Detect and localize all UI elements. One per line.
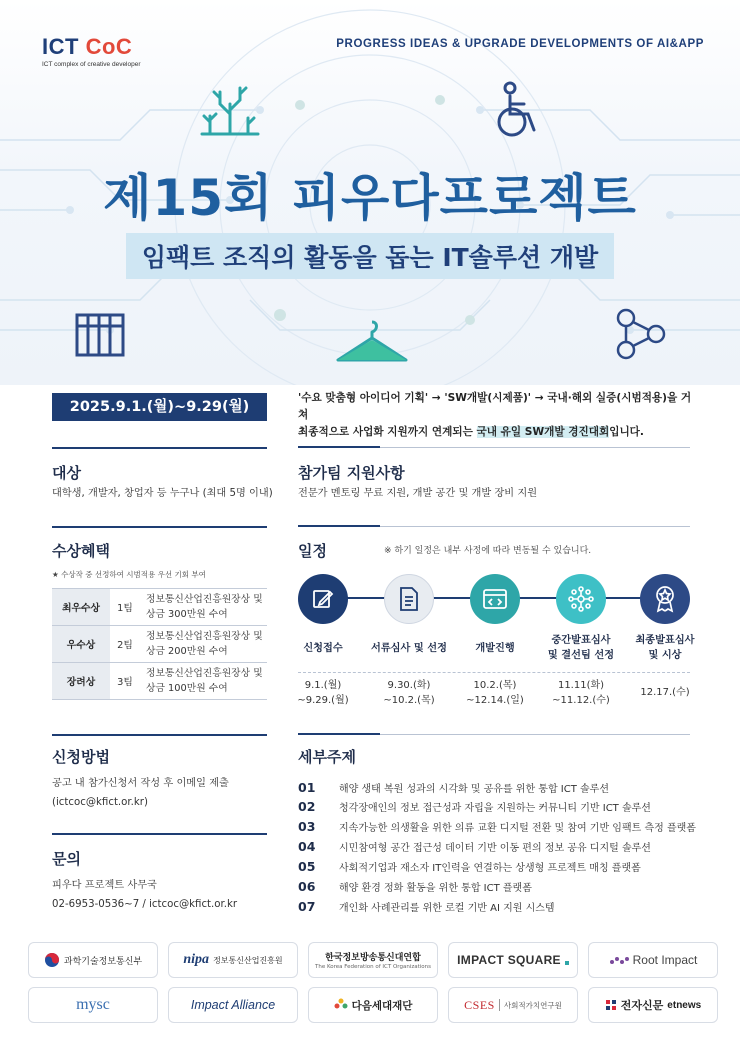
topic-text: 사회적기업과 재소자 IT인력을 연결하는 상생형 프로젝트 매칭 플랫폼 — [339, 862, 641, 874]
contact-line-1: 피우다 프로젝트 사무국 — [52, 880, 157, 891]
awards-table — [52, 588, 267, 700]
topic-number: 01 — [298, 779, 316, 795]
apply-email: (ictcoc@kfict.or.kr) — [52, 797, 148, 808]
list-item — [298, 876, 532, 896]
logo-coc-text: CoC — [85, 34, 133, 59]
table-row — [52, 589, 267, 626]
partner-msit-logo — [28, 942, 158, 978]
partner-kfict-name: 한국정보방송통신대연합 — [325, 953, 421, 963]
awards-title: 수상혜택 — [52, 542, 110, 560]
topic-number: 02 — [298, 798, 316, 814]
step-4-date-end: ~11.12.(수) — [552, 695, 610, 706]
topic-number: 05 — [298, 858, 316, 874]
list-item — [298, 896, 555, 916]
contact-title: 문의 — [52, 850, 81, 868]
partner-root-impact-logo — [588, 942, 718, 978]
topic-text: 지속가능한 의생활을 위한 의류 교환 디지털 전환 및 참여 기반 임팩트 측정 플랫폼 — [339, 822, 696, 834]
ict-coc-logo — [42, 34, 141, 68]
topic-text: 청각장애인의 정보 접근성과 자립을 지원하는 커뮤니티 기반 ICT 솔루션 — [339, 802, 651, 814]
schedule-title: 일정 — [298, 542, 327, 560]
step-4-label-line-1: 중간발표심사 — [551, 635, 611, 646]
clothes-hanger-icon — [334, 318, 410, 370]
award-icon — [653, 585, 677, 613]
step-4-label-line-2: 및 결선팀 선정 — [547, 650, 615, 661]
divider-awards — [52, 526, 267, 528]
partner-impact-square-logo — [448, 942, 578, 978]
application-period: 2025.9.1.(월)~9.29(월) 16:00 — [52, 393, 267, 421]
intro-line-1: '수요 맞춤형 아이디어 기획' → 'SW개발(시제품)' → 국내·해외 실증(시범적용)을 거쳐 — [298, 392, 692, 421]
list-item — [298, 816, 696, 836]
separator — [499, 999, 500, 1011]
partner-impact-alliance-name: Impact Alliance — [190, 998, 276, 1012]
schedule-note: ※ 하기 일정은 내부 사정에 따라 변동될 수 있습니다. — [384, 546, 592, 556]
step-1-date-start: 9.1.(월) — [304, 680, 342, 691]
support-title: 참가팀 지원사항 — [298, 464, 405, 482]
wheelchair-icon — [488, 80, 548, 140]
code-window-icon — [482, 588, 508, 610]
list-item — [298, 856, 641, 876]
step-5-label-line-2: 및 시상 — [648, 650, 682, 661]
award-prize — [140, 663, 267, 700]
partner-nipa-name: 정보통신산업진흥원 — [213, 955, 283, 965]
partner-cses-mark: CSES — [464, 997, 495, 1012]
topic-number: 04 — [298, 838, 316, 854]
award-prize-line: 상금 100만원 수여 — [146, 683, 228, 694]
step-3-date — [447, 678, 543, 708]
partner-daum-name: 다음세대재단 — [351, 999, 413, 1012]
award-team: 2팀 — [110, 626, 140, 663]
award-prize-line: 정보통신산업진흥원장상 및 — [146, 594, 263, 605]
root-impact-mark-icon — [609, 955, 629, 965]
list-item — [298, 777, 609, 797]
schedule-step-3 — [470, 574, 520, 624]
target-title: 대상 — [52, 464, 81, 482]
partner-msit-name: 과학기술정보통신부 — [63, 956, 143, 967]
topics-title: 세부주제 — [298, 748, 356, 766]
apply-line-1: 공고 내 참가신청서 작성 후 이메일 제출 — [52, 778, 229, 789]
apply-text — [52, 774, 229, 812]
list-item — [298, 836, 651, 856]
step-2-label: 서류심사 및 선정 — [371, 643, 447, 654]
prison-bars-icon — [74, 312, 126, 358]
step-2-date-end: ~10.2.(목) — [383, 695, 435, 706]
table-row — [52, 626, 267, 663]
apply-title: 신청방법 — [52, 748, 110, 766]
step-4-date-start: 11.11(화) — [557, 680, 605, 691]
partner-mysc-logo — [28, 987, 158, 1023]
partner-impact-square-name: IMPACT SQUARE — [457, 953, 561, 967]
step-5-label-line-1: 최종발표심사 — [635, 635, 695, 646]
divider-apply — [52, 734, 267, 736]
award-prize — [140, 589, 267, 626]
schedule-divider — [298, 672, 690, 673]
intro-line-2-suffix: 입니다. — [609, 426, 644, 438]
step-3-label: 개발진행 — [475, 643, 515, 654]
schedule-step-1 — [298, 574, 348, 624]
award-prize-line: 정보통신산업진흥원장상 및 — [146, 631, 263, 642]
dot-icon — [565, 961, 569, 965]
step-5-label — [617, 633, 713, 663]
topic-text: 해양 생태 복원 성과의 시각화 및 공유를 위한 통합 ICT 솔루션 — [339, 783, 610, 795]
award-prize-line: 상금 300만원 수여 — [146, 609, 228, 620]
partner-daum-foundation-logo — [308, 987, 438, 1023]
partner-kfict-logo — [308, 942, 438, 978]
award-prize — [140, 626, 267, 663]
table-row — [52, 663, 267, 700]
award-prize-line: 상금 200만원 수여 — [146, 646, 228, 657]
award-team: 1팀 — [110, 589, 140, 626]
partner-etnews-en-name: etnews — [667, 999, 702, 1011]
step-1-date — [275, 678, 371, 708]
divider-topics-accent — [298, 733, 380, 735]
topic-number: 03 — [298, 818, 316, 834]
event-subtitle: 임팩트 조직의 활동을 돕는 IT솔루션 개발 — [126, 233, 614, 279]
partner-mysc-name: mysc — [76, 996, 110, 1013]
intro-line-2-prefix: 최종적으로 사업화 지원까지 연계되는 — [298, 426, 477, 438]
people-network-icon — [614, 306, 670, 362]
partner-cses-logo — [448, 987, 578, 1023]
divider-target — [52, 447, 267, 449]
step-4-label — [533, 633, 629, 663]
hero-banner — [0, 0, 740, 385]
divider-schedule-accent — [298, 525, 380, 527]
partner-impact-alliance-logo — [168, 987, 298, 1023]
support-text: 전문가 멘토링 무료 지원, 개발 공간 및 개발 장비 지원 — [298, 488, 538, 499]
contact-text — [52, 876, 237, 914]
schedule-step-2 — [384, 574, 434, 624]
taegeuk-icon — [44, 952, 60, 968]
step-2-date-start: 9.30.(화) — [387, 680, 431, 691]
intro-line-2 — [298, 424, 698, 441]
list-item — [298, 796, 651, 816]
partner-nipa-logo — [168, 942, 298, 978]
award-name: 장려상 — [52, 663, 110, 700]
step-2-date — [361, 678, 457, 708]
divider-support-accent — [298, 446, 380, 448]
etnews-mark-icon — [605, 999, 617, 1011]
step-4-date — [533, 678, 629, 708]
intro-text — [298, 390, 698, 441]
logo-ict-text: ICT — [42, 34, 79, 59]
event-title: 제15회 피우다프로젝트 — [103, 169, 637, 227]
award-name: 우수상 — [52, 626, 110, 663]
document-icon — [397, 586, 421, 612]
topic-number: 06 — [298, 878, 316, 894]
step-3-date-start: 10.2.(목) — [473, 680, 517, 691]
logo-subtitle: ICT complex of creative developer — [42, 61, 141, 68]
network-icon — [568, 586, 594, 612]
step-1-date-end: ~9.29.(월) — [297, 695, 349, 706]
partner-nipa-mark: nipa — [183, 952, 210, 967]
partner-kfict-subname: The Korea Federation of ICT Organizations — [314, 964, 431, 970]
edit-icon — [311, 587, 335, 611]
topic-text: 해양 환경 정화 활동을 위한 통합 ICT 플랫폼 — [339, 882, 532, 894]
topic-text: 개인화 사례관리를 위한 로컬 기반 AI 지원 시스템 — [339, 902, 555, 914]
intro-highlight: 국내 유일 SW개발 경진대회 — [476, 426, 610, 438]
partner-etnews-logo — [588, 987, 718, 1023]
partner-cses-name: 사회적가치연구원 — [503, 1000, 562, 1010]
awards-note: ★ 수상작 중 선정하여 시범적용 우선 기회 부여 — [52, 570, 206, 579]
topic-number: 07 — [298, 898, 316, 914]
partner-etnews-kr-name: 전자신문 — [620, 999, 664, 1012]
target-text: 대학생, 개발자, 창업자 등 누구나 (최대 5명 이내) — [52, 488, 273, 499]
divider-contact — [52, 833, 267, 835]
schedule-step-4 — [556, 574, 606, 624]
schedule-step-5 — [640, 574, 690, 624]
award-name: 최우수상 — [52, 589, 110, 626]
coral-icon — [198, 74, 262, 138]
award-team: 3팀 — [110, 663, 140, 700]
step-5-date: 12.17.(수) — [640, 687, 690, 698]
step-3-date-end: ~12.14.(일) — [466, 695, 524, 706]
step-1-label: 신청접수 — [303, 643, 343, 654]
partner-root-impact-name: Root Impact — [632, 953, 698, 967]
award-prize-line: 정보통신산업진흥원장상 및 — [146, 668, 263, 679]
contact-phone-email: 02-6953-0536~7 / ictcoc@kfict.or.kr — [52, 899, 238, 910]
tagline: PROGRESS IDEAS & UPGRADE DEVELOPMENTS OF AI&APP — [336, 38, 704, 50]
flower-icon — [334, 998, 348, 1012]
topic-text: 시민참여형 공간 접근성 데이터 기반 이동 편의 정보 공유 디지털 솔루션 — [339, 842, 651, 854]
